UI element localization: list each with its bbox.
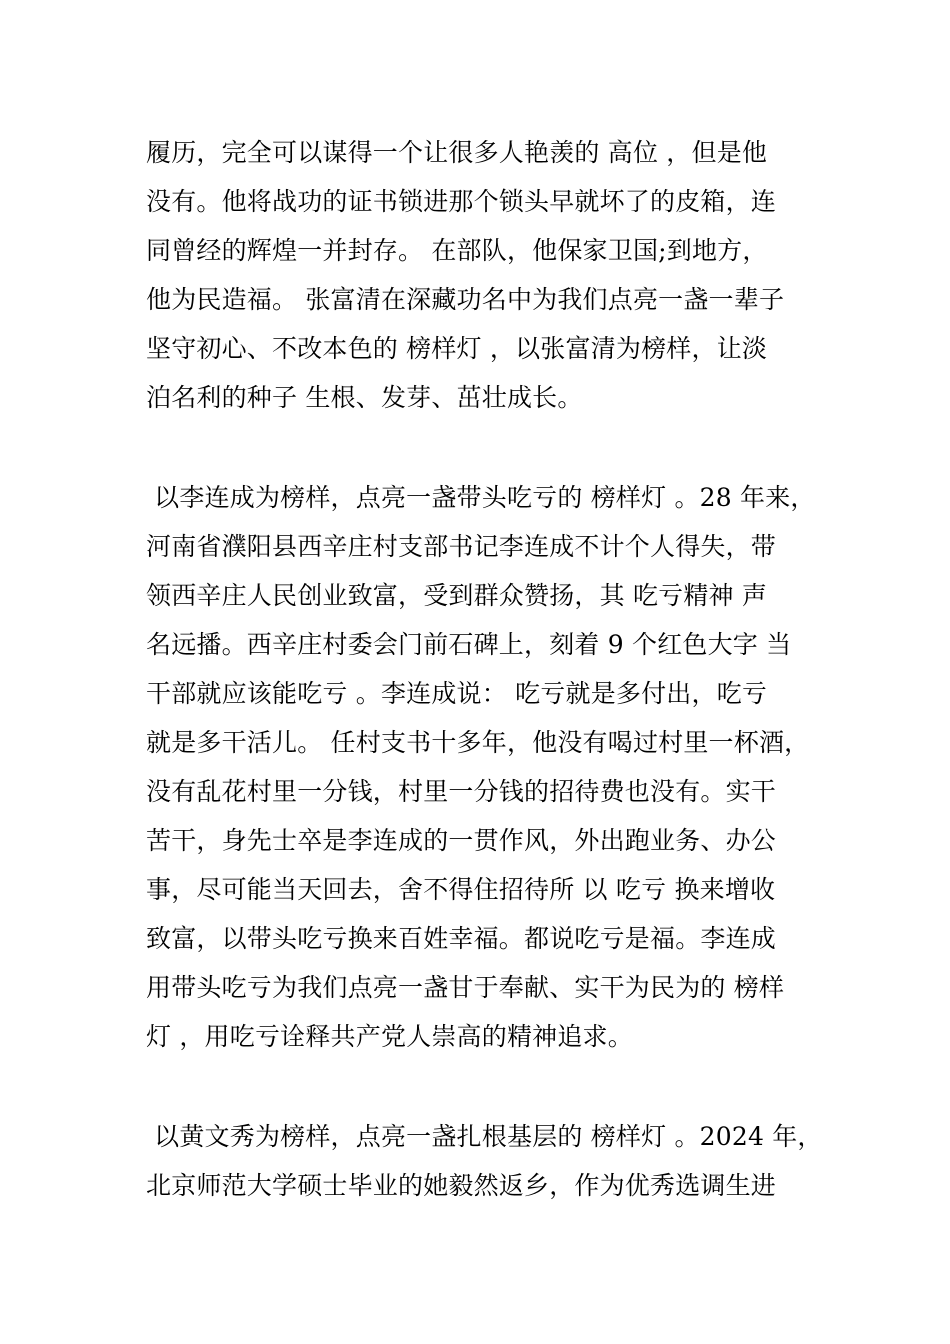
text-line: 泊名利的种子 生根、发芽、茁壮成长。 [146,383,583,412]
text-line: 用带头吃亏为我们点亮一盏甘于奉献、实干为民为的 榜样 [146,973,785,1002]
text-line: 履历，完全可以谋得一个让很多人艳羡的 高位 ，但是他 [146,138,768,167]
text-line: 以黄文秀为榜样，点亮一盏扎根基层的 榜样灯 。2024 年， [146,1122,823,1151]
text-line: 苦干，身先士卒是李连成的一贯作风，外出跑业务、办公 [146,826,777,855]
paragraph-zhang-fuqing [146,128,836,422]
paragraph-li-liancheng [146,473,836,1061]
paragraph-gap [146,422,836,473]
text-line: 领西辛庄人民创业致富，受到群众赞扬，其 吃亏精神 声 [146,581,768,610]
text-line: 没有乱花村里一分钱，村里一分钱的招待费也没有。实干 [146,777,777,806]
text-line: 坚守初心、不改本色的 榜样灯 ，以张富清为榜样，让淡 [146,334,768,363]
text-line: 干部就应该能吃亏 。李连成说： 吃亏就是多付出，吃亏 [146,679,768,708]
text-line: 事，尽可能当天回去，舍不得住招待所 以 吃亏 换来增收 [146,875,776,904]
text-line: 致富，以带头吃亏换来百姓幸福。都说吃亏是福。李连成 [146,924,777,953]
text-line: 北京师范大学硕士毕业的她毅然返乡，作为优秀选调生进 [146,1171,777,1200]
text-line: 就是多干活儿。 任村支书十多年，他没有喝过村里一杯酒， [146,728,810,757]
text-line: 没有。他将战功的证书锁进那个锁头早就坏了的皮箱，连 [146,187,777,216]
paragraph-huang-wenxiu [146,1112,836,1210]
document-body [146,128,836,1210]
text-line: 河南省濮阳县西辛庄村支部书记李连成不计个人得失，带 [146,532,777,561]
text-line: 名远播。西辛庄村委会门前石碑上，刻着 9 个红色大字 当 [146,630,792,659]
text-line: 以李连成为榜样，点亮一盏带头吃亏的 榜样灯 。28 年来， [146,483,816,512]
text-line: 灯 ，用吃亏诠释共产党人崇高的精神追求。 [146,1022,633,1051]
text-line: 他为民造福。 张富清在深藏功名中为我们点亮一盏一辈子 [146,285,785,314]
text-line: 同曾经的辉煌一并封存。 在部队，他保家卫国;到地方， [146,236,768,265]
paragraph-gap [146,1061,836,1112]
